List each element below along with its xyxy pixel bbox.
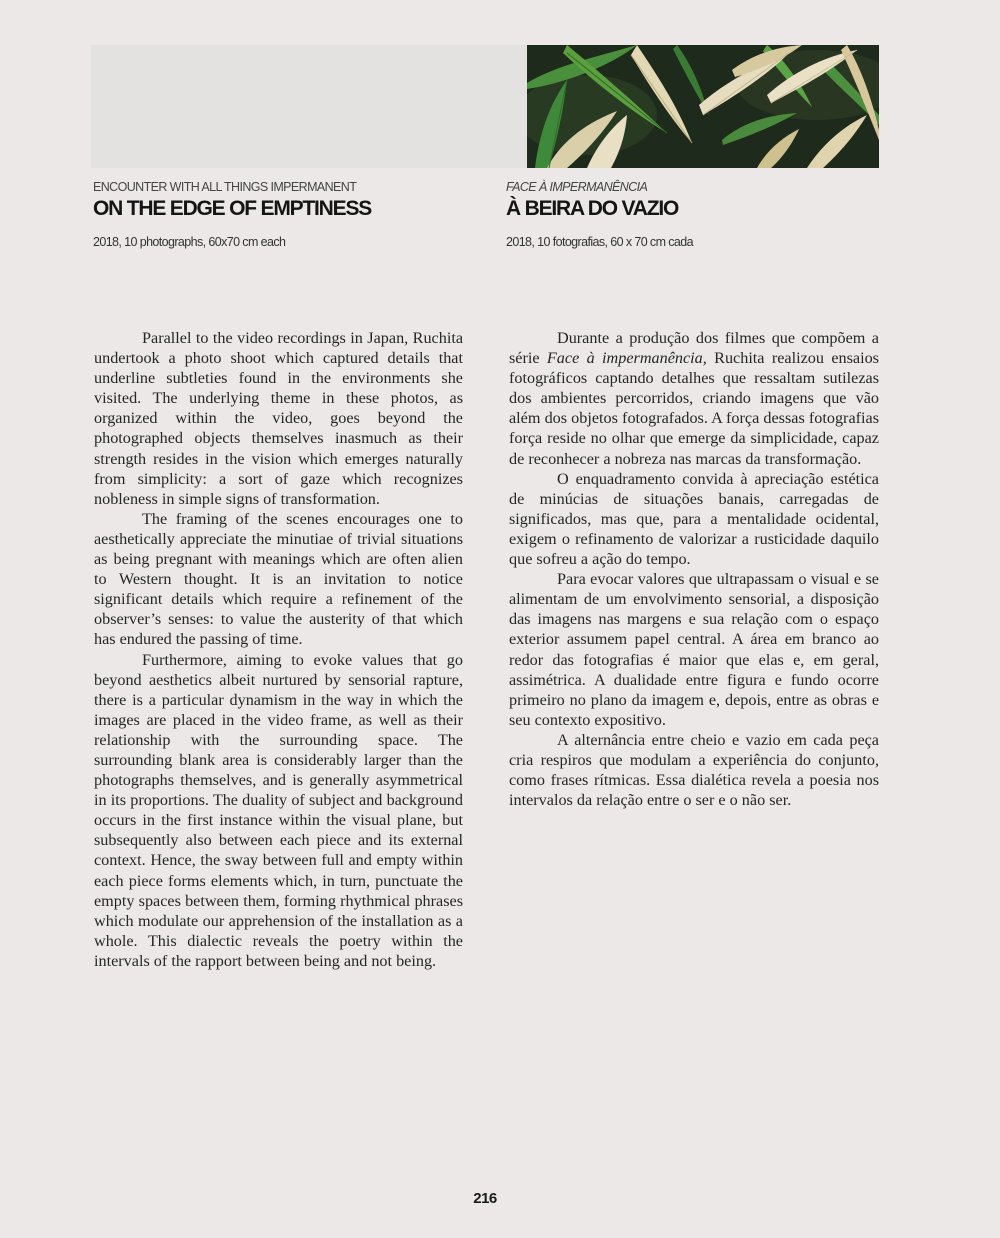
english-paragraph-2: The framing of the scenes encourages one to aesthetically appreciate the minutiae of trivial situations as being pregnant with meanings which are often alien to Western thought. It is an invitation to notice significant details which require a refinement of the observer’s senses: to value the austerity of that which has endured the passing of time. <box>94 509 463 649</box>
portuguese-body <box>509 328 879 810</box>
portuguese-paragraph-1-end: Ruchita realizou ensaios fotográficos captando detalhes que ressaltam sutilezas dos ambientes percorridos, criando imagens que vão além dos objetos fotografados. A força dessas fotografias força reside no olhar que emerge da simplicidade, capaz de reconhecer a nobreza nas marcas da transformação. <box>509 349 879 468</box>
portuguese-paragraph-2: O enquadramento convida à apreciação estética de minúcias de situações banais, carregadas de significados, mas que, para a mentalidade ocidental, exigem o refinamento de valorizar a rusticidade daquilo que sofreu a ação do tempo. <box>509 469 879 569</box>
english-paragraph-3: Furthermore, aiming to evoke values that go beyond aesthetics albeit nurtured by sensorial rapture, there is a particular dynamism in the way in which the images are placed in the video frame, as well as their relationship with the surrounding space. The surrounding blank area is considerably larger than the photographs themselves, and is generally asymmetrical in its proportions. The duality of subject and background occurs in the first instance within the visual plane, but subsequently also between each piece and its external context. Hence, the sway between full and empty within each piece forms elements which, in turn, punctuate the empty spaces between them, forming rhythmical phrases which modulate our apprehension of the installation as a whole. This dialectic reveals the poetry within the intervals of the rapport between being and not being. <box>94 650 463 970</box>
portuguese-paragraph-1-start: Durante a produção dos filmes que compõem a série <box>509 329 879 368</box>
english-heading <box>93 180 473 250</box>
blank-image-area <box>91 45 527 168</box>
portuguese-kicker: FACE À IMPERMANÊNCIA <box>506 180 648 194</box>
portuguese-paragraph-4: A alternância entre cheio e vazio em cada peça cria respiros que modulam a experiência do conjunto, como frases rítmicas. Essa dialética revela a poesia nos intervalos da relação entre o ser e o não ser. <box>509 730 879 810</box>
portuguese-paragraph-1 <box>509 328 879 469</box>
page-number: 216 <box>473 1190 497 1207</box>
english-body <box>94 328 463 971</box>
bamboo-leaves-illustration <box>527 45 879 168</box>
bamboo-leaves-photo <box>527 45 879 168</box>
portuguese-title: À BEIRA DO VAZIO <box>506 197 679 220</box>
portuguese-meta: 2018, 10 fotografias, 60 x 70 cm cada <box>506 235 693 249</box>
english-paragraph-1: Parallel to the video recordings in Japan, Ruchita undertook a photo shoot which captured details that underline subtleties found in the environments she visited. The underlying theme in these photos, as organized within the video, goes beyond the photographed objects themselves inasmuch as their strength resides in the vision which emerges naturally from simplicity: a sort of gaze which recognizes nobleness in simple signs of transformation. <box>94 329 463 508</box>
english-title: ON THE EDGE OF EMPTINESS <box>93 197 372 220</box>
english-kicker: ENCOUNTER WITH ALL THINGS IMPERMANENT <box>93 180 357 194</box>
series-title-italic: Face à impermanência, <box>546 349 707 368</box>
english-meta: 2018, 10 photographs, 60x70 cm each <box>93 235 286 249</box>
portuguese-paragraph-3: Para evocar valores que ultrapassam o visual e se alimentam de um envolvimento sensorial, a disposição das imagens nas margens e sua relação com o espaço exterior assumem papel central. A área em branco ao redor das fotografias é maior que elas e, em geral, assimétrica. A dualidade entre figura e fundo ocorre primeiro no plano da imagem e, depois, entre as obras e seu contexto expositivo. <box>509 570 879 729</box>
portuguese-heading <box>506 180 886 250</box>
